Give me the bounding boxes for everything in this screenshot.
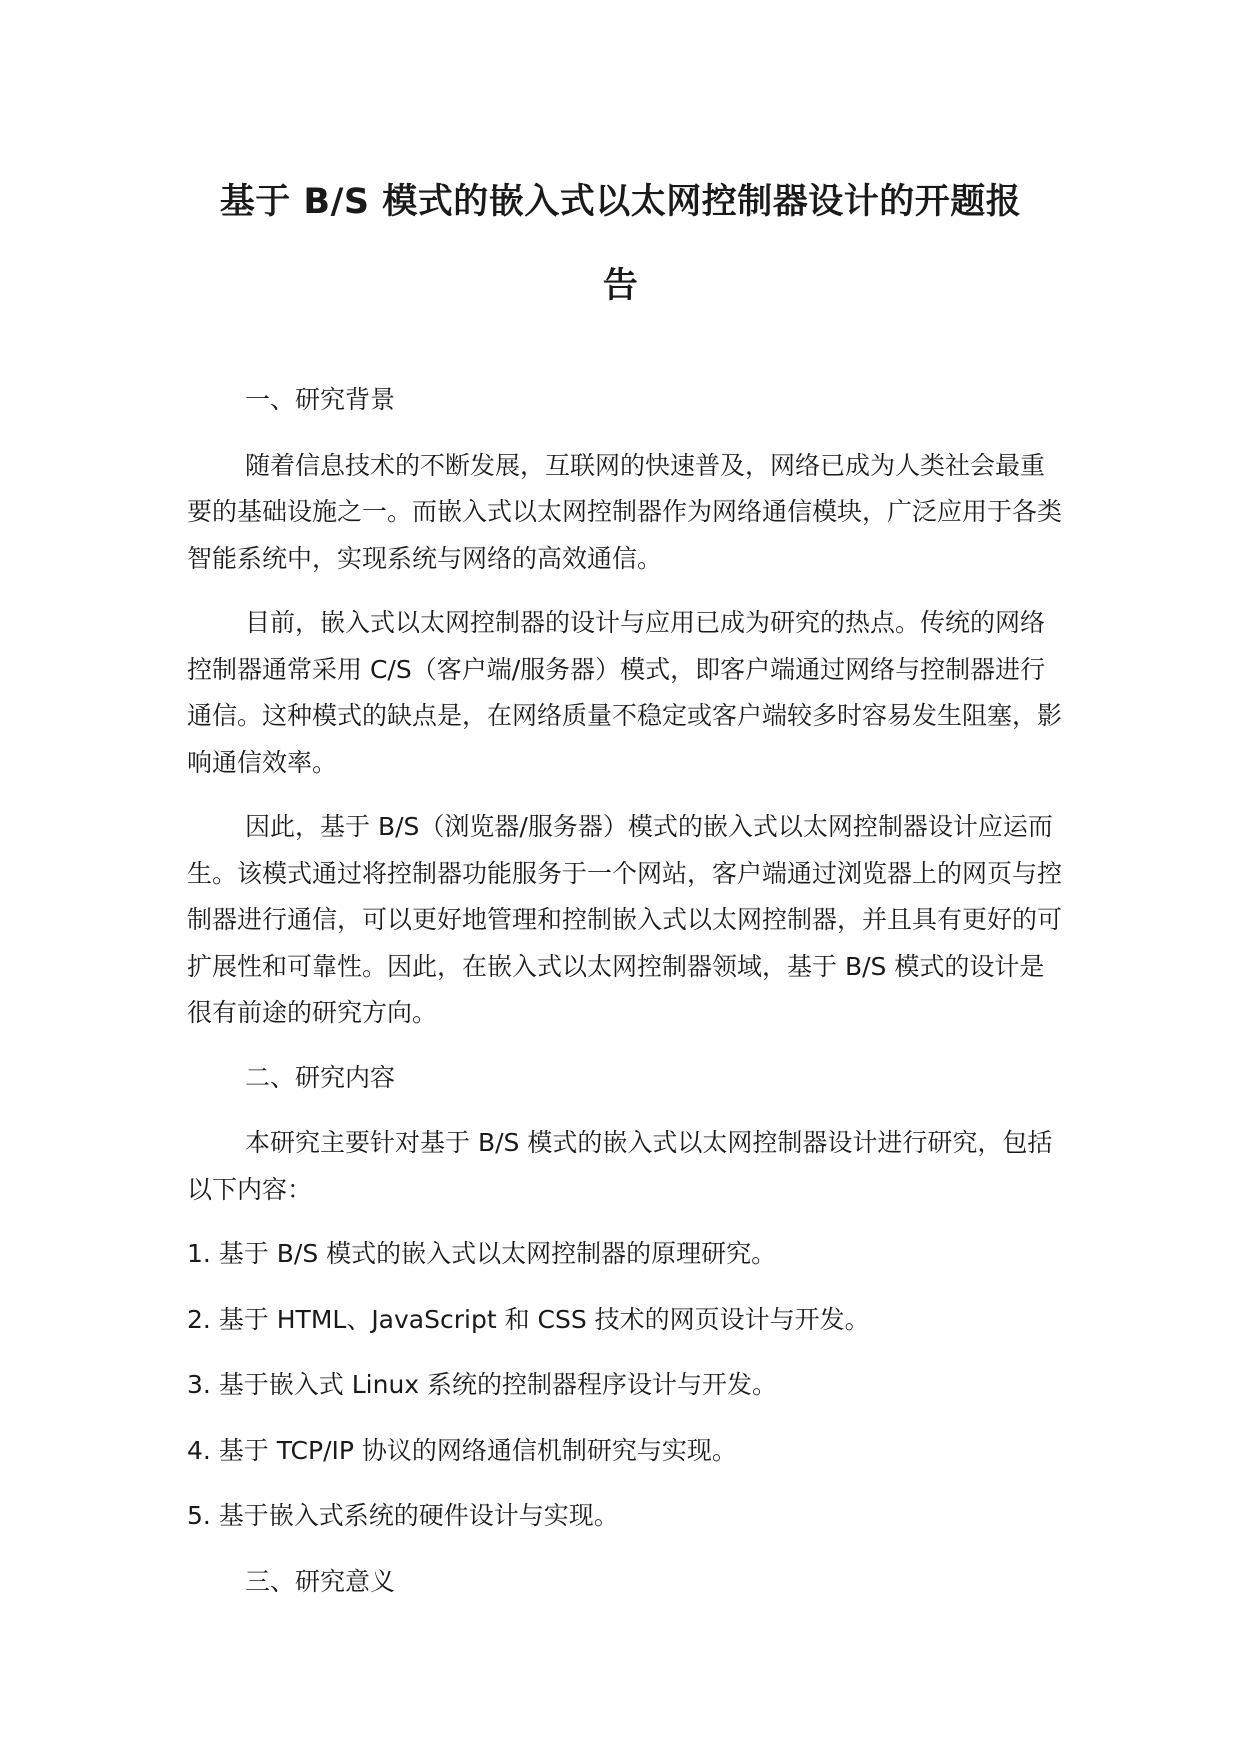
section-heading-content: 二、研究内容 <box>245 1062 396 1092</box>
list-item: 3. 基于嵌入式 Linux 系统的控制器程序设计与开发。 <box>187 1370 778 1399</box>
list-item: 1. 基于 B/S 模式的嵌入式以太网控制器的原理研究。 <box>187 1239 777 1268</box>
section-heading-background: 一、研究背景 <box>245 385 396 414</box>
list-item: 2. 基于 HTML、JavaScript 和 CSS 技术的网页设计与开发。 <box>187 1304 870 1334</box>
document-body <box>187 377 1067 1624</box>
section-heading-significance: 三、研究意义 <box>245 1566 396 1596</box>
paragraph-background-1: 随着信息技术的不断发展，互联网的快速普及，网络已成为人类社会最重要的基础设施之一。而嵌入式以太网控制器作为网络通信模块，广泛应用于各类智能系统中，实现系统与网络的高效通信。 <box>187 450 1063 573</box>
document-title-line-1: 基于 B/S 模式的嵌入式以太网控制器设计的开题报 <box>219 182 1022 222</box>
document-title-line-2: 告 <box>602 266 639 306</box>
paragraph-content-intro: 本研究主要针对基于 B/S 模式的嵌入式以太网控制器设计进行研究，包括以下内容： <box>187 1128 1053 1204</box>
paragraph-background-3: 因此，基于 B/S（浏览器/服务器）模式的嵌入式以太网控制器设计应运而生。该模式通过将控制器功能服务于一个网站，客户端通过浏览器上的网页与控制器进行通信，可以更好地管理和控制嵌入式以太网控制器，并且具有更好的可扩展性和可靠性。因此，在嵌入式以太网控制器领域，基于 B/S 模式的设计是很有前途的研究方向。 <box>187 812 1063 1027</box>
paragraph-background-2: 目前，嵌入式以太网控制器的设计与应用已成为研究的热点。传统的网络控制器通常采用 C/S（客户端/服务器）模式，即客户端通过网络与控制器进行通信。这种模式的缺点是，在网络质量不稳定或客户端较多时容易发生阻塞，影响通信效率。 <box>187 608 1063 777</box>
list-item: 4. 基于 TCP/IP 协议的网络通信机制研究与实现。 <box>187 1435 737 1465</box>
list-item: 5. 基于嵌入式系统的硬件设计与实现。 <box>187 1501 619 1530</box>
